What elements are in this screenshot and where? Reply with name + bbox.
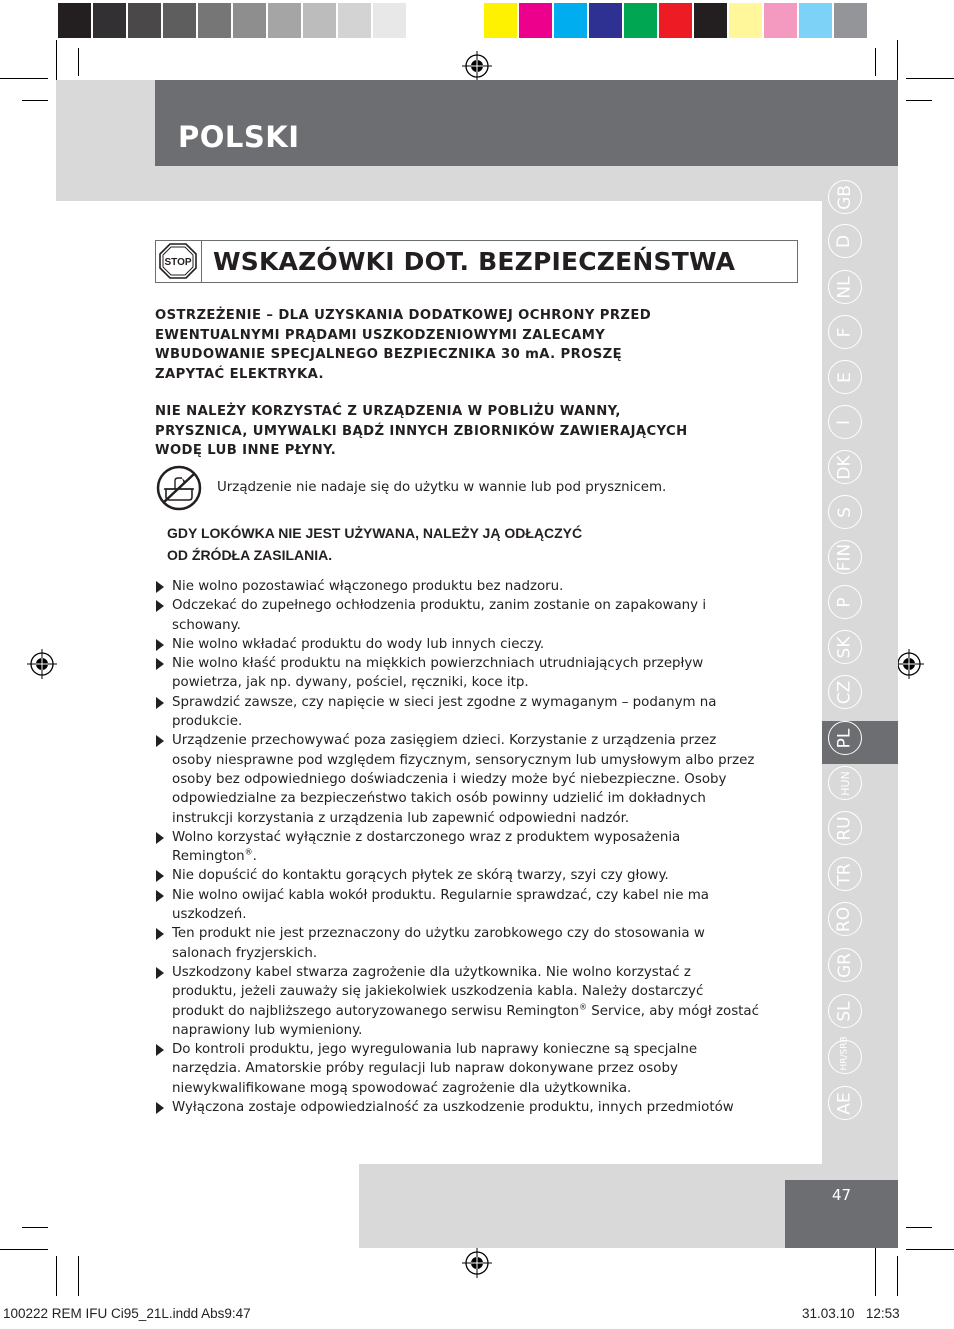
language-tab-label: D (834, 234, 855, 248)
language-tab-label: I (834, 419, 855, 425)
language-tab-tr[interactable] (828, 857, 862, 891)
language-tab-label: RO (834, 906, 855, 932)
language-tab-label: P (834, 596, 855, 608)
print-time: 12:53 (865, 1306, 900, 1321)
safety-bullet (155, 577, 775, 596)
bullet-line: Wolno korzystać wyłącznie z dostarczonego wraz z produktem wyposażenia (172, 829, 681, 845)
stop-sign-icon (158, 242, 198, 280)
bullet-line: instrukcji korzystania z urządzenia lub zapewnić odpowiedni nadzór. (172, 810, 630, 826)
bullet-line: produkt do najbliższego autoryzowanego serwisu Remington® Service, aby mógł zostać (172, 1002, 759, 1019)
language-tab-d[interactable] (828, 224, 862, 258)
color-swatch (834, 3, 869, 38)
bullet-line: Uszkodzony kabel stwarza zagrożenie dla użytkownika. Nie wolno korzystać z (172, 964, 691, 980)
grey-swatch (268, 3, 303, 38)
language-tab-hr-srb[interactable] (828, 1035, 862, 1074)
print-slug-date (802, 1306, 900, 1321)
language-tab-dk[interactable] (828, 450, 862, 484)
no-bath-icon (155, 465, 203, 511)
safety-bullet-list (155, 577, 775, 1117)
safety-bullet (155, 963, 775, 1040)
grey-swatch (163, 3, 198, 38)
warning-fuse (155, 306, 805, 384)
language-tab-i[interactable] (828, 405, 862, 439)
stop-label: STOP (164, 257, 192, 268)
color-swatch (659, 3, 694, 38)
language-tab-p[interactable] (828, 585, 862, 619)
page-number: 47 (831, 1186, 852, 1204)
unplug-warning (167, 523, 582, 566)
language-tab-sl[interactable] (828, 994, 862, 1028)
language-tab-label: S (834, 506, 855, 518)
bullet-line: Nie wolno kłaść produktu na miękkich powierzchniach utrudniających przepływ (172, 656, 704, 672)
warning-line: WODĘ LUB INNE PŁYNY. (155, 443, 337, 458)
crop-mark (56, 40, 57, 80)
grey-swatch (58, 3, 93, 38)
crop-mark (78, 1256, 79, 1296)
grey-swatch (128, 3, 163, 38)
warning-line: PRYSZNICA, UMYWALKI BĄDŹ INNYCH ZBIORNIKÓW ZAWIERAJĄCYCH (155, 423, 688, 439)
grey-swatch (233, 3, 268, 38)
language-tab-hun[interactable] (828, 766, 862, 800)
crop-mark (897, 1256, 898, 1296)
safety-bullet (155, 1040, 775, 1098)
crop-mark (0, 1249, 48, 1250)
bullet-line: Urządzenie przechowywać poza zasięgiem dzieci. Korzystanie z urządzenia przez (172, 733, 717, 749)
grey-swatch (338, 3, 373, 38)
crop-mark (875, 1240, 876, 1296)
language-tab-label: RU (834, 815, 855, 841)
stop-cell (155, 240, 202, 283)
section-title: WSKAZÓWKI DOT. BEZPIECZEŃSTWA (213, 247, 736, 276)
color-swatch (554, 3, 589, 38)
safety-bullet (155, 886, 775, 925)
registration-mark-icon (462, 1248, 492, 1278)
safety-bullet (155, 596, 775, 635)
language-tab-label: HR/SRB (839, 1035, 850, 1070)
bullet-line: produktu, jeżeli zauważy się jakiekolwiek uszkodzenia kabla. Należy dostarczyć (172, 984, 704, 1000)
crop-mark (22, 1227, 48, 1228)
language-tab-pl[interactable] (828, 721, 862, 755)
color-swatch (694, 3, 729, 38)
bullet-line: Sprawdzić zawsze, czy napięcie w sieci jest zgodne z wymaganym – podanym na (172, 694, 717, 710)
grey-calibration-strip (58, 3, 443, 38)
warning-line: OSTRZEŻENIE – DLA UZYSKANIA DODATKOWEJ OCHRONY PRZED (155, 308, 652, 323)
language-tab-label: NL (834, 275, 855, 299)
bullet-line: odpowiedzialne za bezpieczeństwo takich osób powinny udzielić im dokładnych (172, 791, 706, 807)
bullet-line: Wyłączona zostaje odpowiedzialność za uszkodzenie produktu, innych przedmiotów (172, 1100, 734, 1116)
grey-swatch (198, 3, 233, 38)
safety-bullet (155, 866, 775, 885)
bullet-line: Nie wolno pozostawiać włączonego produktu bez nadzoru. (172, 579, 564, 594)
print-slug-file: 100222 REM IFU Ci95_21L.indd Abs9:47 (3, 1306, 251, 1321)
language-tab-sk[interactable] (828, 630, 862, 664)
bullet-line: niewykwalifikowane mogą spowodować zagrożenie dla użytkownika. (172, 1080, 632, 1096)
color-swatch (624, 3, 659, 38)
color-calibration-strip (484, 3, 869, 38)
crop-mark (906, 1227, 932, 1228)
unplug-line: GDY LOKÓWKA NIE JEST UŻYWANA, NALEŻY JĄ ODŁĄCZYĆ (167, 525, 583, 541)
unplug-line: OD ŹRÓDŁA ZASILANIA. (167, 546, 333, 563)
language-tab-label: DK (834, 454, 855, 480)
safety-bullet (155, 924, 775, 963)
bullet-line: Remington®. (172, 847, 257, 865)
color-swatch (799, 3, 834, 38)
color-swatch (519, 3, 554, 38)
language-tab-label: FIN (834, 543, 855, 571)
bullet-line: narzędzia. Amatorskie próby regulacji lub napraw dokonywane przez osoby (172, 1061, 678, 1077)
color-swatch (589, 3, 624, 38)
page-title: POLSKI (178, 120, 300, 154)
language-tab-gb[interactable] (828, 180, 862, 214)
safety-bullet (155, 654, 775, 693)
bullet-line: uszkodzeń. (172, 907, 247, 923)
bullet-line: powietrza, jak np. dywany, pościel, ręczniki, koce itp. (172, 675, 529, 691)
crop-mark (897, 40, 898, 80)
safety-bullet (155, 693, 775, 732)
safety-bullet (155, 731, 775, 827)
warning-line: EWENTUALNYMI PRĄDAMI USZKODZENIOWYMI ZALECAMY (155, 327, 606, 343)
language-tab-label: PL (834, 728, 855, 748)
color-swatch (764, 3, 799, 38)
language-tab-label: SK (834, 636, 855, 658)
bullet-line: Nie wolno wkładać produktu do wody lub innych cieczy. (172, 636, 545, 652)
language-tab-nl[interactable] (828, 270, 862, 304)
language-tab-ro[interactable] (828, 902, 862, 936)
language-tab-label: HUN (838, 770, 852, 796)
registration-mark-icon (462, 51, 492, 81)
crop-mark (906, 78, 954, 79)
warning-line: ZAPYTAĆ ELEKTRYKA. (155, 366, 324, 382)
language-tab-label: E (834, 371, 855, 383)
crop-mark (22, 100, 48, 101)
registration-mark-icon (894, 649, 924, 679)
language-tab-cz[interactable] (828, 675, 862, 709)
grey-swatch (408, 3, 443, 38)
warning-line: NIE NALEŻY KORZYSTAĆ Z URZĄDZENIA W POBLIŻU WANNY, (155, 404, 621, 419)
bath-note: Urządzenie nie nadaje się do użytku w wannie lub pod prysznicem. (217, 480, 667, 495)
language-tab-label: AE (834, 1091, 855, 1115)
print-date: 31.03.10 (802, 1306, 855, 1321)
language-tab-e[interactable] (828, 360, 862, 394)
language-tab-gr[interactable] (828, 948, 862, 982)
language-tab-ru[interactable] (828, 811, 862, 845)
warning-water (155, 402, 805, 461)
bullet-line: naprawiony lub wymieniony. (172, 1022, 363, 1038)
grey-swatch (93, 3, 128, 38)
language-tab-ae[interactable] (828, 1086, 862, 1120)
bullet-line: Ten produkt nie jest przeznaczony do użytku zarobkowego czy do stosowania w (172, 926, 705, 942)
safety-bullet (155, 1098, 775, 1117)
bullet-line: produkcie. (172, 714, 243, 730)
language-tab-label: SL (834, 1000, 855, 1022)
language-tab-f[interactable] (828, 315, 862, 349)
language-tab-label: CZ (834, 680, 855, 704)
bullet-line: salonach fryzjerskich. (172, 945, 318, 961)
bullet-line: Nie dopuścić do kontaktu gorących płytek ze skórą twarzy, szyi czy głowy. (172, 868, 669, 884)
crop-mark (56, 1256, 57, 1296)
language-tab-label: TR (834, 862, 855, 886)
language-tab-s[interactable] (828, 495, 862, 529)
grey-swatch (373, 3, 408, 38)
registration-mark-icon (27, 649, 57, 679)
crop-mark (875, 48, 876, 76)
language-tab-label: GB (834, 184, 855, 210)
crop-mark (0, 78, 48, 79)
safety-bullet (155, 635, 775, 654)
color-swatch (729, 3, 764, 38)
bullet-line: osoby niesprawne pod względem fizycznym, sensorycznym lub umysłowym albo przez (172, 752, 755, 768)
bullet-line: Odczekać do zupełnego ochłodzenia produktu, zanim zostanie on zapakowany i (172, 598, 707, 614)
grey-swatch (303, 3, 338, 38)
language-tab-label: GR (834, 952, 855, 978)
crop-mark (78, 48, 79, 76)
color-swatch (484, 3, 519, 38)
language-tab-fin[interactable] (828, 540, 862, 574)
bullet-line: Do kontroli produktu, jego wyregulowania lub naprawy konieczne są specjalne (172, 1042, 698, 1058)
bullet-line: Nie wolno owijać kabla wokół produktu. Regularnie sprawdzać, czy kabel nie ma (172, 887, 709, 903)
language-tab-label: F (834, 327, 855, 337)
crop-mark (906, 1249, 954, 1250)
crop-mark (906, 100, 932, 101)
warning-line: WBUDOWANIE SPECJALNEGO BEZPIECZNIKA 30 mA. PROSZĘ (155, 347, 623, 362)
bullet-line: schowany. (172, 617, 241, 633)
bullet-line: osoby bez odpowiedniego doświadczenia i wiedzy może być niebezpieczne. Osoby (172, 771, 727, 787)
safety-bullet (155, 828, 775, 867)
